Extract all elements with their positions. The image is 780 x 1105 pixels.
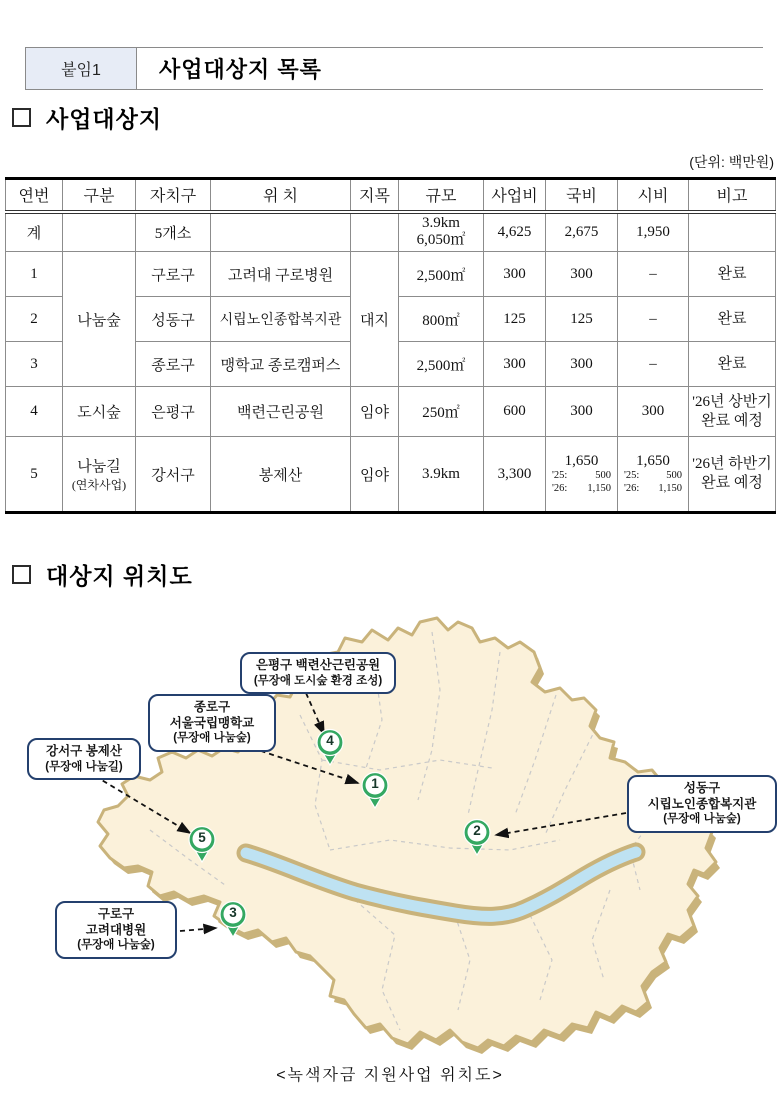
- cell-total-loc: [211, 212, 351, 252]
- cell-nat: 300: [546, 342, 618, 387]
- table-row-total: [6, 212, 776, 252]
- table-row: [6, 437, 776, 513]
- col-header-note: 비고: [689, 179, 776, 212]
- cell-total-gubun: [63, 212, 136, 252]
- cell-nat: 125: [546, 297, 618, 342]
- cell-note: '26년 상반기 완료 예정: [689, 387, 776, 437]
- cell-note: 완료: [689, 252, 776, 297]
- cell-scale: 2,500㎡: [399, 342, 484, 387]
- cell-no: 1: [6, 252, 63, 297]
- cell-total-gu: 5개소: [136, 212, 211, 252]
- cell-loc: 봉제산: [211, 437, 351, 513]
- cell-scale: 250㎡: [399, 387, 484, 437]
- cell-city: –: [618, 297, 689, 342]
- attachment-header-bar: [25, 47, 763, 90]
- map-pin-4: 4: [315, 728, 345, 766]
- cell-no: 5: [6, 437, 63, 513]
- table-header-row: [6, 179, 776, 212]
- cell-gubun-nanumsup: 나눔숲: [63, 252, 136, 387]
- cell-gubun-dosisup: 도시숲: [63, 387, 136, 437]
- col-header-city: 시비: [618, 179, 689, 212]
- cell-scale: 3.9km: [399, 437, 484, 513]
- cell-gubun-nanumgil: 나눔길 (연차사업): [63, 437, 136, 513]
- map-pin-3: 3: [218, 900, 248, 938]
- cell-gu: 구로구: [136, 252, 211, 297]
- callout-eunpyeong: 은평구 백련산근린공원 (무장애 도시숲 환경 조성): [240, 652, 396, 694]
- col-header-gu: 자치구: [136, 179, 211, 212]
- cell-nat: 300: [546, 387, 618, 437]
- sites-table: [5, 177, 776, 514]
- cell-nat-breakdown: 1,650 '25: 500 '26: 1,150: [546, 437, 618, 513]
- section-title: 대상지 위치도: [46, 563, 193, 589]
- map-pin-2: 2: [462, 818, 492, 856]
- cell-total-no: 계: [6, 212, 63, 252]
- cell-cost: 3,300: [484, 437, 546, 513]
- callout-gangseo: 강서구 봉제산 (무장애 나눔길): [27, 738, 141, 780]
- cell-city-breakdown: 1,650 '25: 500 '26: 1,150: [618, 437, 689, 513]
- section-heading-sites: [12, 101, 162, 134]
- map-caption: <녹색자금 지원사업 위치도>: [276, 1067, 504, 1084]
- map-pin-5: 5: [187, 825, 217, 863]
- cell-gu: 종로구: [136, 342, 211, 387]
- section-title: 사업대상지: [46, 106, 163, 132]
- callout-guro: 구로구 고려대병원 (무장애 나눔숲): [55, 901, 177, 959]
- square-bullet-icon: [12, 108, 31, 127]
- cell-note: '26년 하반기 완료 예정: [689, 437, 776, 513]
- cell-no: 2: [6, 297, 63, 342]
- cell-gu: 강서구: [136, 437, 211, 513]
- unit-note: (단위: 백만원): [689, 154, 774, 170]
- cell-cost: 300: [484, 252, 546, 297]
- col-header-jimok: 지목: [351, 179, 399, 212]
- col-header-scale: 규모: [399, 179, 484, 212]
- cell-loc: 백련근린공원: [211, 387, 351, 437]
- cell-note: 완료: [689, 297, 776, 342]
- cell-no: 4: [6, 387, 63, 437]
- section-heading-map: [12, 558, 193, 591]
- square-bullet-icon: [12, 565, 31, 584]
- cell-total-cost: 4,625: [484, 212, 546, 252]
- cell-total-city: 1,950: [618, 212, 689, 252]
- callout-seongdong: 성동구 시립노인종합복지관 (무장애 나눔숲): [627, 775, 777, 833]
- cell-loc: 고려대 구로병원: [211, 252, 351, 297]
- map-pin-1: 1: [360, 771, 390, 809]
- col-header-gubun: 구분: [63, 179, 136, 212]
- cell-note: 완료: [689, 342, 776, 387]
- cell-cost: 600: [484, 387, 546, 437]
- cell-city: 300: [618, 387, 689, 437]
- table-row: [6, 387, 776, 437]
- col-header-nat: 국비: [546, 179, 618, 212]
- cell-loc: 맹학교 종로캠퍼스: [211, 342, 351, 387]
- cell-gu: 성동구: [136, 297, 211, 342]
- cell-scale: 800㎡: [399, 297, 484, 342]
- document-title: 사업대상지 목록: [159, 57, 322, 82]
- cell-no: 3: [6, 342, 63, 387]
- callout-jongno: 종로구 서울국립맹학교 (무장애 나눔숲): [148, 694, 276, 752]
- cell-total-jimok: [351, 212, 399, 252]
- cell-total-note: [689, 212, 776, 252]
- cell-city: –: [618, 342, 689, 387]
- cell-cost: 300: [484, 342, 546, 387]
- seoul-location-map: [0, 600, 780, 1075]
- cell-loc: 시립노인종합복지관: [211, 297, 351, 342]
- cell-cost: 125: [484, 297, 546, 342]
- cell-total-scale: 3.9km 6,050㎡: [399, 212, 484, 252]
- col-header-loc: 위 치: [211, 179, 351, 212]
- cell-scale: 2,500㎡: [399, 252, 484, 297]
- cell-city: –: [618, 252, 689, 297]
- col-header-no: 연번: [6, 179, 63, 212]
- table-row: [6, 252, 776, 297]
- attachment-label: 붙임1: [25, 48, 137, 89]
- cell-gu: 은평구: [136, 387, 211, 437]
- cell-jimok: 임야: [351, 387, 399, 437]
- cell-jimok: 임야: [351, 437, 399, 513]
- cell-jimok-daeji: 대지: [351, 252, 399, 387]
- cell-nat: 300: [546, 252, 618, 297]
- cell-total-nat: 2,675: [546, 212, 618, 252]
- col-header-cost: 사업비: [484, 179, 546, 212]
